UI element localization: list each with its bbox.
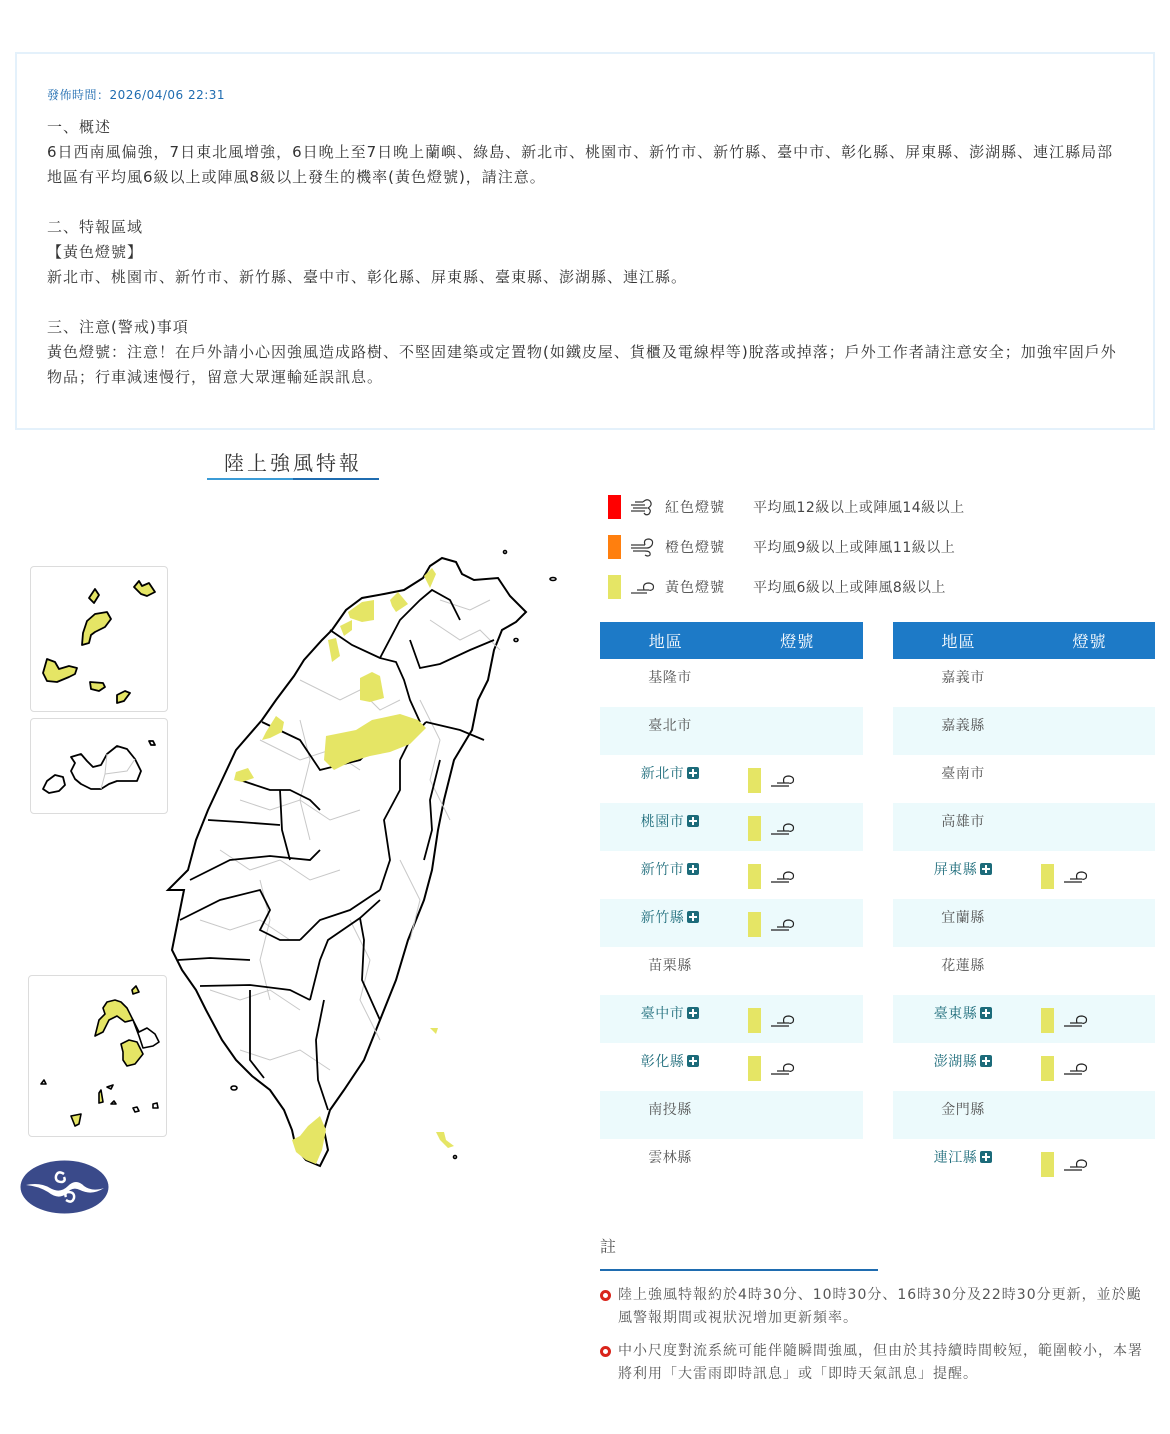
signal-cell xyxy=(1033,1056,1090,1080)
table-row[interactable] xyxy=(600,899,863,947)
table-row xyxy=(893,707,1155,755)
expand-plus-icon[interactable] xyxy=(687,1007,699,1019)
map-title-block xyxy=(207,448,379,480)
signal-cell xyxy=(1033,1008,1090,1032)
region-name: 嘉義市 xyxy=(941,670,985,686)
bulletin-box xyxy=(15,52,1155,430)
region-table-right xyxy=(893,622,1155,1187)
region-name: 基隆市 xyxy=(648,670,692,686)
signal-cell xyxy=(740,816,797,840)
region-link[interactable] xyxy=(893,1051,1033,1071)
region-link[interactable] xyxy=(893,1003,1033,1023)
legend-orange xyxy=(608,527,965,567)
note-item xyxy=(600,1284,1155,1330)
inset-penghu-map[interactable] xyxy=(28,975,167,1137)
expand-plus-icon[interactable] xyxy=(980,863,992,875)
signal-cell xyxy=(740,768,797,792)
signal-cell xyxy=(740,1056,797,1080)
yellow-signal-swatch xyxy=(748,912,761,937)
region-link[interactable] xyxy=(893,1147,1033,1167)
wind-strong-icon xyxy=(629,497,657,517)
yellow-signal-swatch xyxy=(748,816,761,841)
header-signal: 燈號 xyxy=(1072,632,1107,651)
region-name: 新北市 xyxy=(640,766,685,782)
section-text: 6日西南風偏強，7日東北風增強，6日晚上至7日晚上蘭嶼、綠島、新北市、桃園市、新竹市、新竹縣、臺中市、彰化縣、屏東縣、澎湖縣、連江縣局部地區有平均風6級以上或陣風8級以上發生的機率(黃色燈號)，請注意。 xyxy=(47,143,1114,186)
wind-light-icon xyxy=(1062,1011,1090,1029)
region-name: 高雄市 xyxy=(941,814,985,830)
table-row[interactable] xyxy=(600,851,863,899)
region-name: 宜蘭縣 xyxy=(941,910,985,926)
region-name: 澎湖縣 xyxy=(933,1054,978,1070)
table-row[interactable] xyxy=(893,1043,1155,1091)
table-row xyxy=(893,803,1155,851)
table-row xyxy=(893,1091,1155,1139)
section-text: 新北市、桃園市、新竹市、新竹縣、臺中市、彰化縣、屏東縣、臺東縣、澎湖縣、連江縣。 xyxy=(47,268,688,286)
taiwan-warning-map[interactable] xyxy=(160,540,580,1180)
table-row[interactable] xyxy=(600,755,863,803)
region-name: 屏東縣 xyxy=(933,862,978,878)
table-row[interactable] xyxy=(600,995,863,1043)
signal-cell xyxy=(740,864,797,888)
notes-section xyxy=(600,1236,1155,1396)
expand-plus-icon[interactable] xyxy=(687,911,699,923)
region-link[interactable] xyxy=(893,859,1033,879)
wind-light-icon xyxy=(769,819,797,837)
table-row xyxy=(893,755,1155,803)
legend-red xyxy=(608,487,965,527)
legend-yellow xyxy=(608,567,965,607)
wind-light-icon xyxy=(769,915,797,933)
section-text: 黃色燈號：注意！在戶外請小心因強風造成路樹、不堅固建築或定置物(如鐵皮屋、貨櫃及電線桿等)脫落或掉落；戶外工作者請注意安全；加強牢固戶外物品；行車減速慢行，留意大眾運輸延誤訊息。 xyxy=(47,343,1117,386)
wind-light-icon xyxy=(1062,867,1090,885)
cwa-logo xyxy=(20,1160,109,1214)
region-name: 連江縣 xyxy=(933,1150,978,1166)
wind-light-icon xyxy=(769,867,797,885)
wind-light-icon xyxy=(1062,1059,1090,1077)
signal-cell xyxy=(740,912,797,936)
table-row xyxy=(600,947,863,995)
signal-cell xyxy=(1033,1152,1090,1176)
legend-desc: 平均風6級以上或陣風8級以上 xyxy=(753,580,946,596)
expand-plus-icon[interactable] xyxy=(687,815,699,827)
note-item xyxy=(600,1340,1155,1386)
region-link[interactable] xyxy=(600,907,740,927)
yellow-signal-swatch xyxy=(748,1008,761,1033)
yellow-signal-swatch xyxy=(748,1056,761,1081)
section-area xyxy=(47,215,1123,290)
note-text: 中小尺度對流系統可能伴隨瞬間強風，但由於其持續時間較短，範圍較小，本署將利用「大雷雨即時訊息」或「即時天氣訊息」提醒。 xyxy=(618,1343,1143,1382)
region-name: 新竹縣 xyxy=(640,910,685,926)
table-row[interactable] xyxy=(893,1139,1155,1187)
inset-kinmen-map[interactable] xyxy=(30,718,168,814)
region-name: 臺東縣 xyxy=(933,1006,978,1022)
table-row xyxy=(893,947,1155,995)
region-name: 臺南市 xyxy=(941,766,985,782)
table-row xyxy=(600,707,863,755)
region-name: 新竹市 xyxy=(640,862,685,878)
region-name: 花蓮縣 xyxy=(941,958,985,974)
region-table-left xyxy=(600,622,863,1187)
bullet-icon xyxy=(600,1346,611,1357)
region-name: 臺北市 xyxy=(648,718,692,734)
region-name: 苗栗縣 xyxy=(648,958,692,974)
orange-swatch xyxy=(608,535,621,559)
region-name: 桃園市 xyxy=(640,814,685,830)
wind-light-icon xyxy=(769,1059,797,1077)
signal-cell xyxy=(1033,864,1090,888)
legend-label: 黃色燈號 xyxy=(665,580,725,596)
legend-label: 紅色燈號 xyxy=(665,500,725,516)
region-name: 金門縣 xyxy=(941,1102,985,1118)
expand-plus-icon[interactable] xyxy=(687,863,699,875)
legend-desc: 平均風9級以上或陣風11級以上 xyxy=(753,540,956,556)
wind-light-icon xyxy=(1062,1155,1090,1173)
section-caution xyxy=(47,315,1123,390)
region-link[interactable] xyxy=(600,859,740,879)
region-name: 臺中市 xyxy=(640,1006,685,1022)
wind-light-icon xyxy=(629,577,657,597)
publish-time: 發佈時間：2026/04/06 22:31 xyxy=(47,88,226,102)
yellow-signal-swatch xyxy=(1041,1056,1054,1081)
expand-plus-icon[interactable] xyxy=(687,1055,699,1067)
region-link[interactable] xyxy=(600,1003,740,1023)
table-row xyxy=(893,899,1155,947)
header-region: 地區 xyxy=(941,632,976,651)
region-name: 南投縣 xyxy=(648,1102,692,1118)
map-title: 陸上強風特報 xyxy=(224,451,362,475)
yellow-signal-swatch xyxy=(1041,1152,1054,1177)
table-row xyxy=(600,1091,863,1139)
region-name: 雲林縣 xyxy=(648,1150,692,1166)
legend-desc: 平均風12級以上或陣風14級以上 xyxy=(753,500,965,516)
red-swatch xyxy=(608,495,621,519)
bullet-icon xyxy=(600,1290,611,1301)
region-link[interactable] xyxy=(600,1051,740,1071)
table-row xyxy=(600,1139,863,1187)
header-signal: 燈號 xyxy=(780,632,815,651)
table-row[interactable] xyxy=(893,851,1155,899)
expand-plus-icon[interactable] xyxy=(980,1007,992,1019)
yellow-swatch xyxy=(608,575,621,599)
map-title-underline xyxy=(207,478,379,480)
region-link[interactable] xyxy=(600,811,740,831)
expand-plus-icon[interactable] xyxy=(980,1055,992,1067)
header-region: 地區 xyxy=(648,632,683,651)
signal-legend xyxy=(608,487,965,607)
yellow-signal-swatch xyxy=(748,864,761,889)
table-row[interactable] xyxy=(600,803,863,851)
yellow-signal-swatch xyxy=(1041,864,1054,889)
section-heading: 一、概述 xyxy=(47,118,112,136)
table-row xyxy=(600,659,863,707)
section-text: 【黃色燈號】 xyxy=(47,243,144,261)
note-text: 陸上強風特報約於4時30分、10時30分、16時30分及22時30分更新，並於颱風警報期間或視狀況增加更新頻率。 xyxy=(618,1287,1142,1326)
notes-underline xyxy=(600,1269,878,1271)
yellow-signal-swatch xyxy=(1041,1008,1054,1033)
region-link[interactable] xyxy=(600,763,740,783)
region-name: 嘉義縣 xyxy=(941,718,985,734)
table-row xyxy=(893,659,1155,707)
inset-lienchiang-map[interactable] xyxy=(30,566,168,712)
section-heading: 二、特報區域 xyxy=(47,218,144,236)
region-name: 彰化縣 xyxy=(640,1054,685,1070)
expand-plus-icon[interactable] xyxy=(980,1151,992,1163)
notes-title: 註 xyxy=(600,1237,617,1256)
table-row[interactable] xyxy=(600,1043,863,1091)
expand-plus-icon[interactable] xyxy=(687,767,699,779)
wind-light-icon xyxy=(769,1011,797,1029)
wind-light-icon xyxy=(769,771,797,789)
table-header xyxy=(600,622,863,659)
wind-medium-icon xyxy=(629,537,657,557)
legend-label: 橙色燈號 xyxy=(665,540,725,556)
section-heading: 三、注意(警戒)事項 xyxy=(47,318,189,336)
section-overview xyxy=(47,115,1123,190)
table-row[interactable] xyxy=(893,995,1155,1043)
yellow-signal-swatch xyxy=(748,768,761,793)
signal-cell xyxy=(740,1008,797,1032)
table-header xyxy=(893,622,1155,659)
